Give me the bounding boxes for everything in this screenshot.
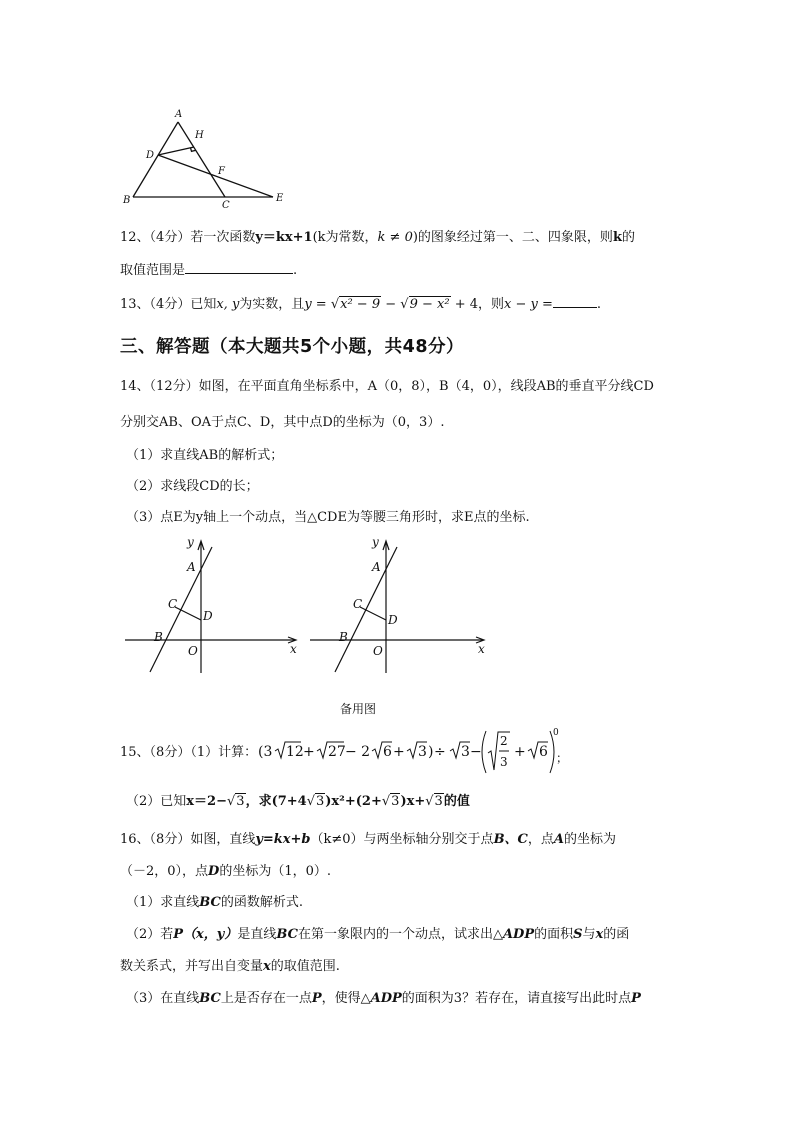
q13-line: 13、（4分）已知x, y为实数，且y = √x² − 9 − √9 − x² + 4，则x − y = . xyxy=(120,294,601,314)
label-B: B xyxy=(123,195,131,206)
q12-number: 12、（4分） xyxy=(120,230,191,245)
svg-text:0: 0 xyxy=(553,728,559,738)
point-O: O xyxy=(373,644,383,658)
svg-text:+: + xyxy=(393,744,405,760)
q12-line1: 12、（4分）若一次函数y＝kx+1(k为常数，k ≠ 0)的图象经过第一、二、四象限，则k的 xyxy=(120,230,635,245)
svg-text:−: − xyxy=(470,744,482,760)
label-D: D xyxy=(146,150,155,161)
svg-text:3: 3 xyxy=(461,744,470,760)
q14-line2: 分别交AB、OA于点C、D，其中点D的坐标为（0，3）. xyxy=(120,415,445,430)
q15-part2: （2）已知x＝2−√3，求(7+4√3)x²+(2+√3)x+√3的值 xyxy=(126,794,470,809)
point-D: D xyxy=(388,613,398,627)
q14-part2: （2）求线段CD的长； xyxy=(126,479,259,494)
q14-part1: （1）求直线AB的解析式； xyxy=(126,448,284,463)
label-C: C xyxy=(222,200,230,210)
sqrt-sign: √3 xyxy=(226,794,245,809)
point-O: O xyxy=(188,644,198,658)
svg-text:3: 3 xyxy=(418,744,427,760)
svg-text:): ) xyxy=(428,744,434,760)
point-D: D xyxy=(203,609,213,623)
section-heading: 三、解答题（本大题共5个小题，共48分） xyxy=(120,337,465,357)
sqrt-sign: √9 − x² xyxy=(400,297,450,312)
q14-line1: 14、（12分）如图，在平面直角坐标系中，A（0，8），B（4，0），线段AB的垂直平分线CD xyxy=(120,379,654,394)
label-E: E xyxy=(276,193,284,204)
svg-text:6: 6 xyxy=(383,744,392,760)
svg-text:+: + xyxy=(514,744,526,760)
axis-x-label: x xyxy=(290,642,297,656)
point-C: C xyxy=(168,597,178,611)
point-C: C xyxy=(353,597,363,611)
q15-expression xyxy=(258,726,568,778)
q12-answer-blank[interactable] xyxy=(185,260,293,274)
label-H: H xyxy=(195,130,204,141)
q14-coordinate-figure xyxy=(120,532,305,677)
axis-x-label: x xyxy=(478,642,485,656)
q16-part2-line2: 数关系式，并写出自变量x的取值范围. xyxy=(120,959,340,974)
q12-line2: 取值范围是 . xyxy=(120,260,297,280)
q16-part3: （3）在直线BC上是否存在一点P，使得△ADP的面积为3？若存在，请直接写出此时点P xyxy=(126,991,641,1006)
svg-text:；: ； xyxy=(556,751,568,765)
svg-text:− 2: − 2 xyxy=(345,744,371,760)
sqrt-sign: √3 xyxy=(381,794,400,809)
svg-text:6: 6 xyxy=(539,744,548,760)
label-A: A xyxy=(175,109,183,120)
svg-text:(3: (3 xyxy=(258,744,273,760)
q14-spare-figure xyxy=(305,532,490,677)
q14-part3: （3）点E为y轴上一个动点，当△CDE为等腰三角形时，求E点的坐标. xyxy=(126,510,530,525)
sqrt-sign: √3 xyxy=(306,794,325,809)
q13-answer-blank[interactable] xyxy=(553,294,597,308)
svg-text:27: 27 xyxy=(328,744,346,760)
q15-number: 15、（8分）（1）计算： xyxy=(120,745,258,760)
point-A: A xyxy=(187,560,196,574)
spare-figure-caption: 备用图 xyxy=(340,702,377,716)
svg-text:12: 12 xyxy=(286,744,304,760)
svg-text:2: 2 xyxy=(500,734,508,748)
q16-line2: （－2，0），点D的坐标为（1，0）. xyxy=(120,864,332,879)
svg-text:÷: ÷ xyxy=(434,744,446,760)
sqrt-sign: √x² − 9 xyxy=(330,297,381,312)
svg-text:+: + xyxy=(303,744,315,760)
svg-text:3: 3 xyxy=(500,755,508,769)
q16-line1: 16、（8分）如图，直线y=kx+b（k≠0）与两坐标轴分别交于点B、C，点A的坐标为 xyxy=(120,832,617,847)
q16-part2-line1: （2）若P（x，y）是直线BC在第一象限内的一个动点，试求出△ADP的面积S与x的函 xyxy=(126,927,630,942)
sqrt-sign: √3 xyxy=(425,794,443,809)
point-B: B xyxy=(339,630,348,644)
axis-y-label: y xyxy=(372,535,379,549)
axis-y-label: y xyxy=(187,535,194,549)
label-F: F xyxy=(218,166,225,177)
triangle-figure xyxy=(118,106,293,210)
point-B: B xyxy=(154,630,163,644)
q16-part1: （1）求直线BC的函数解析式. xyxy=(126,895,303,910)
q13-number: 13、（4分） xyxy=(120,297,191,312)
point-A: A xyxy=(372,560,381,574)
